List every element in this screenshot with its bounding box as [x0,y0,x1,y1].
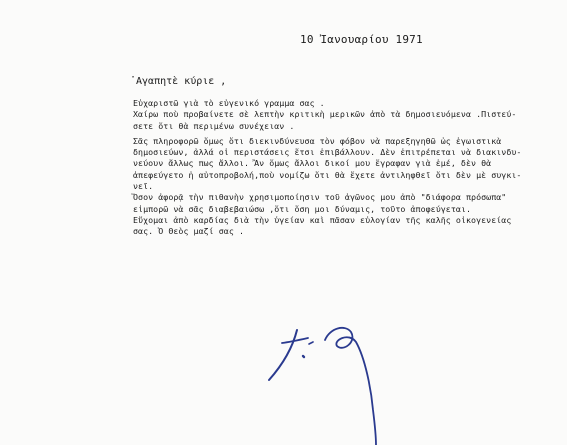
body-line: Ὅσον ἀφορᾷ τὴν πιθανὴν χρησιμοποίησιν τοῦ ἀγῶνος μου ἀπὸ "διάφορα πρόσωπα" [133,192,507,203]
body-line: δημοσιεύων, ἀλλά οἱ περιστάσεις ἔτσι ἐπιβάλλουν. Δὲν ἐπιτρέπεται νὰ διακινδυ- [133,147,522,158]
handwritten-signature [255,318,395,445]
body-line: Εὔχομαι ἀπὸ καρδίας διὰ τὴν ὑγείαν καὶ πᾶσαν εὐλογίαν τῆς καλῆς οἰκογενείας [133,214,512,225]
body-line: εἰμπορῶ νὰ σᾶς διαβεβαιώσω ,ὅτι ὅση μοι δύναμις, τοῦτο ἀποφεύγεται. [133,203,472,214]
letter-body [133,98,553,238]
body-line: ἀπεφεύγετο ἡ αὐτοπροβολή,ποὺ νομίζω ὅτι θὰ ἔχετε ἀντιληφθεῖ ὅτι δὲν μὲ συγκι- [133,169,522,180]
letter-date: 10 Ἰανουαρίου 1971 [300,33,423,46]
body-line: Σᾶς πληροφορῶ ὅμως ὅτι διεκινδύνευσα τὸν φόβον νὰ παρεξηγηθῶ ὡς ἐγωιστικὰ [133,135,502,146]
body-line: Χαίρω ποὺ προβαίνετε σὲ λεπτὴν κριτικὴ μερικῶν ἀπὸ τὰ δημοσιευόμενα .Πιστεύ- [133,109,517,120]
body-line: νεύουν ἄλλως πως ἄλλοι. Ἂν ὅμως ἄλλοι δικοί μου ἔγραφαν γιὰ ἐμέ, δὲν θὰ [133,158,492,169]
body-line: Εὐχαριστῶ γιὰ τὸ εὐγενικό γραμμα σας . [133,98,325,108]
body-line: σετε ὅτι θὰ περιμένω συνέχειαν . [133,120,295,131]
body-line: νεῖ. [133,181,154,192]
letter-salutation: ᾿Αγαπητὲ κύριε , [130,76,227,87]
body-line: σας. Ὁ Θεὸς μαζί σας . [133,226,244,237]
